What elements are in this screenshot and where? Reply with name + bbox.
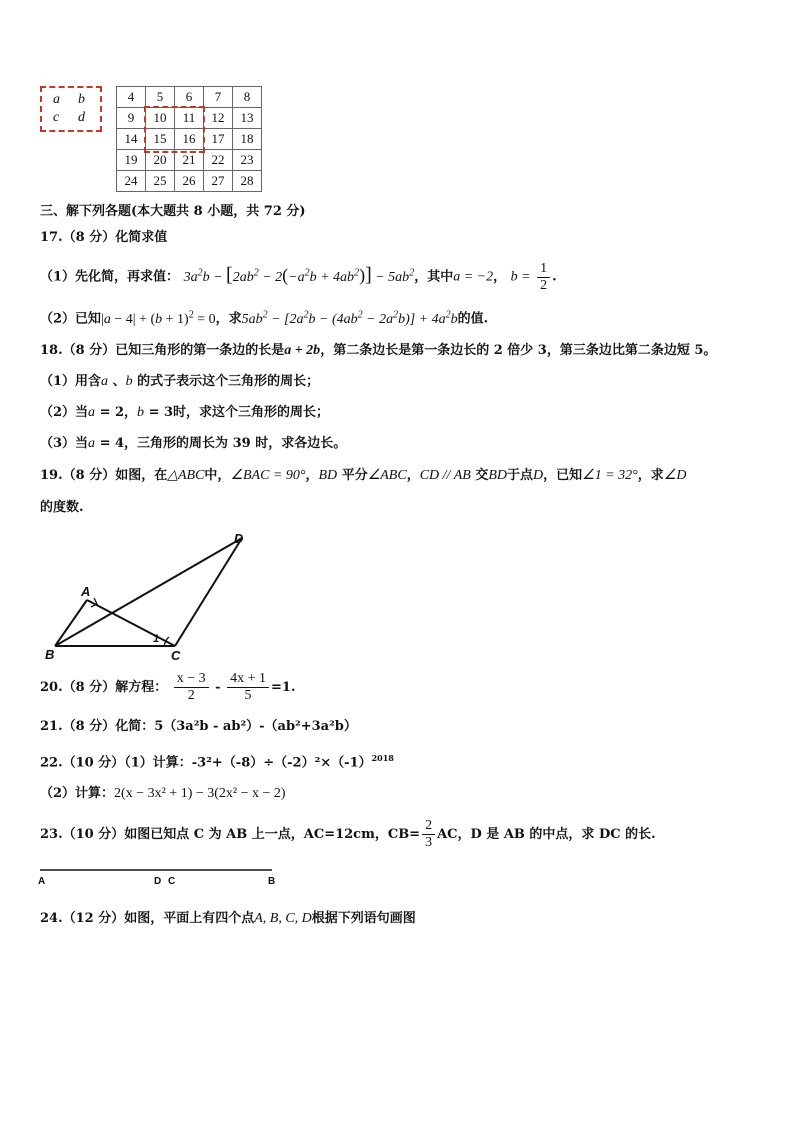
segment-figure <box>36 862 286 892</box>
q18-s3-pre: （3）当 <box>40 436 89 451</box>
segment-CD <box>175 538 242 646</box>
calendar-cell: 18 <box>233 129 262 150</box>
q22-part1: 22.（10 分）（1）计算：-3²+（-8）÷（-2）²×（-1） <box>40 755 372 771</box>
key-d: d <box>78 110 85 125</box>
q22-line2 <box>40 785 286 803</box>
q22-part2-expression: 2(x − 3x² + 1) − 3(2x² − x − 2) <box>114 786 286 801</box>
q20-line: 20.（8 分）解方程： $\frac{x - 3}{2}$ - $\frac{4x + 1}{5}$ =1. <box>40 671 296 703</box>
section-heading: 三、解下列各题(本大题共 8 小题，共 72 分) <box>40 204 306 219</box>
segment-BA <box>55 600 87 646</box>
calendar-cell: 6 <box>175 87 204 108</box>
label-C: C <box>168 876 176 887</box>
q24-pre: 24.（12 分）如图，平面上有四个点 <box>40 911 255 926</box>
q20-fraction-2: $\frac{4x + 1}{5}$ <box>227 671 269 704</box>
q24-line <box>40 910 416 928</box>
calendar-cell: 21 <box>175 150 204 171</box>
q24-points: A, B, C, D <box>254 911 312 926</box>
q18-s2-post: 时，求这个三角形的周长； <box>173 405 330 420</box>
fraction-one-half: $\frac{1}{2}$ <box>537 261 550 294</box>
q17-p2-expression: $5ab^2 - [2a^2b - (4ab^2 - 2a^2b)] + 4a^2b$ <box>241 309 458 327</box>
q23-pre: 23.（10 分）如图已知点 C 为 AB 上一点，AC=12cm，CB= <box>40 827 421 842</box>
label-D: D <box>154 876 162 887</box>
label-B: B <box>268 876 276 887</box>
q23-fraction: $\frac{2}{3}$ <box>422 818 435 851</box>
q19-line2: 的度数. <box>40 500 84 515</box>
q18-first-side-expr: a + 2b <box>284 343 321 358</box>
q19-line1-mid: 中， <box>204 468 231 483</box>
q22-part2-label: （2）计算： <box>40 786 115 801</box>
q22-line1 <box>40 749 394 772</box>
q17-p1-b-value: b = <box>510 269 531 285</box>
calendar-cell: 27 <box>204 171 233 192</box>
calendar-row <box>117 87 262 108</box>
calendar-cell: 26 <box>175 171 204 192</box>
calendar-cell: 11 <box>175 108 204 129</box>
q24-post: 根据下列语句画图 <box>311 911 416 926</box>
q17-p2-label: （2）已知 <box>40 311 102 327</box>
calendar-cell: 19 <box>117 150 146 171</box>
key-a: a <box>53 92 60 107</box>
q18-s1-post: 的式子表示这个三角形的周长； <box>137 374 320 389</box>
calendar-cell: 20 <box>146 150 175 171</box>
q17-p1-condition: ，其中 <box>414 269 454 285</box>
letter-key-box <box>40 86 102 132</box>
calendar-cell: 17 <box>204 129 233 150</box>
q20-heading: 20.（8 分）解方程： <box>40 680 168 695</box>
q20-tail: =1. <box>271 680 296 695</box>
q17-p1-label: （1）先化简，再求值： <box>40 269 180 285</box>
triangle-figure <box>40 528 260 663</box>
calendar-cell: 14 <box>117 129 146 150</box>
q18-heading-post: ，第二条边长是第一条边长的 2 倍少 3，第三条边比第二条边短 5。 <box>320 343 717 358</box>
label-A: A <box>81 584 91 599</box>
q18-part1: （1）用含a 、b 的式子表示这个三角形的周长； <box>40 374 320 389</box>
calendar-cell: 12 <box>204 108 233 129</box>
q22-exponent: 2018 <box>371 753 394 763</box>
q17-heading: 17.（8 分）化简求值 <box>40 230 168 245</box>
calendar-cell: 28 <box>233 171 262 192</box>
q21-line: 21.（8 分）化简：5（3a²b - ab²）-（ab²+3a²b） <box>40 719 357 734</box>
q18-heading-pre: 18.（8 分）已知三角形的第一条边的长是 <box>40 343 285 358</box>
label-C: C <box>171 648 181 663</box>
calendar-cell: 16 <box>175 129 204 150</box>
calendar-cell: 9 <box>117 108 146 129</box>
key-b: b <box>78 92 85 107</box>
q18-s3-post: ，三角形的周长为 39 时，求各边长。 <box>124 436 347 451</box>
label-D: D <box>234 531 244 546</box>
calendar-cell: 15 <box>146 129 175 150</box>
calendar-cell: 5 <box>146 87 175 108</box>
calendar-cell: 24 <box>117 171 146 192</box>
calendar-cell: 4 <box>117 87 146 108</box>
calendar-cell: 25 <box>146 171 175 192</box>
q19-line1-pre: 19.（8 分）如图，在 <box>40 468 168 483</box>
q23-post: AC，D 是 AB 的中点，求 DC 的长. <box>437 827 656 842</box>
q23-line <box>40 817 656 853</box>
q17-part2 <box>40 306 488 329</box>
calendar-row <box>117 171 262 192</box>
q18-part3: （3）当a = 4，三角形的周长为 39 时，求各边长。 <box>40 436 347 451</box>
label-angle-1: 1 <box>153 633 160 645</box>
q17-p1-a-value: a = −2 <box>453 269 494 285</box>
q17-p2-condition-expr: $|a - 4| + (b + 1)^2 = 0$ <box>101 309 216 327</box>
q20-fraction-1: $\frac{x - 3}{2}$ <box>174 671 209 704</box>
key-c: c <box>53 110 60 125</box>
q17-p1-expression: $3a^2b - [2ab^2 - 2(-a^2b + 4ab^2)] - 5ab^2$ <box>183 263 415 286</box>
q18-part2: （2）当a = 2，b = 3时，求这个三角形的周长； <box>40 405 330 420</box>
calendar-cell: 8 <box>233 87 262 108</box>
segment-AC <box>87 600 175 646</box>
label-A: A <box>38 876 46 887</box>
label-B: B <box>45 647 55 662</box>
q17-p2-post: 的值. <box>457 311 489 327</box>
calendar-cell: 23 <box>233 150 262 171</box>
q18-s1-pre: （1）用含 <box>40 374 102 389</box>
calendar-cell: 10 <box>146 108 175 129</box>
calendar-cell: 22 <box>204 150 233 171</box>
q19-line1: 19.（8 分）如图，在△ABC中，∠BAC = 90°，BD 平分∠ABC，CD // AB 交BD于点D，已知∠1 = 32°，求∠D <box>40 468 687 483</box>
q18-s2-pre: （2）当 <box>40 405 89 420</box>
q17-p2-mid: ，求 <box>215 311 242 327</box>
q17-part1: （1）先化简，再求值： $3a^2b - [2ab^2 - 2(-a^2b + 4ab^2)] - 5ab^2$，其中a = −2， b = $\frac{1}{2}$ . <box>40 260 557 293</box>
calendar-selection-box <box>144 106 205 153</box>
q18-heading <box>40 342 716 360</box>
calendar-cell: 13 <box>233 108 262 129</box>
calendar-cell: 7 <box>204 87 233 108</box>
